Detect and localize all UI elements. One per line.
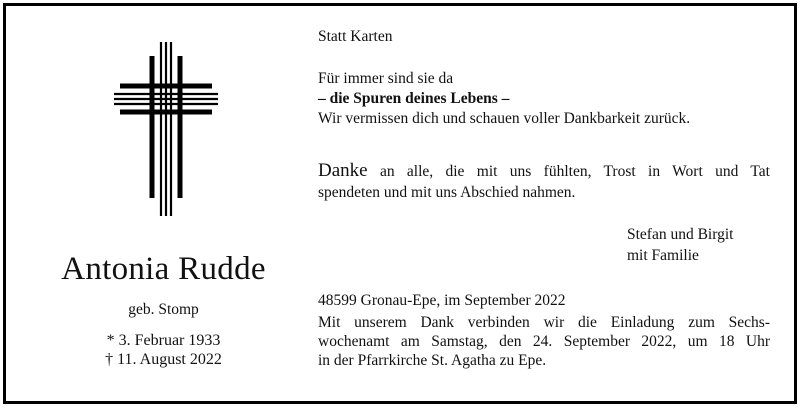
death-date: † 11. August 2022 (105, 351, 222, 368)
birth-date: * 3. Februar 1933 (106, 332, 221, 349)
danke-line-1-rest: an alle, die mit uns fühlten, Trost in Wort und Tat (367, 163, 770, 180)
verse-line-2: – die Spuren deines Lebens – (318, 90, 510, 107)
statt-karten: Statt Karten (318, 28, 393, 45)
signers-line-1: Stefan und Birgit (627, 226, 734, 243)
verse-line-3: Wir vermissen dich und schauen voller Dankbarkeit zurück. (318, 110, 691, 127)
danke-word: Danke (318, 160, 368, 181)
verse-line-1: Für immer sind sie da (318, 70, 454, 87)
obituary-notice (3, 3, 797, 404)
invitation-line-3: in der Pfarrkirche St. Agatha zu Epe. (318, 352, 547, 369)
cross-icon (114, 42, 218, 216)
danke-line-2: spendeten und mit uns Abschied nahmen. (318, 184, 576, 201)
place-date: 48599 Gronau-Epe, im September 2022 (318, 292, 566, 309)
signers-line-2: mit Familie (627, 247, 699, 264)
maiden-name: geb. Stomp (128, 301, 199, 318)
deceased-name: Antonia Rudde (61, 251, 266, 287)
invitation-line-1: Mit unserem Dank verbinden wir die Einladung zum Sechs- (318, 314, 770, 331)
invitation-line-2: wochenamt am Samstag, den 24. September 2022, um 18 Uhr (318, 333, 770, 350)
danke-line-1 (318, 161, 770, 181)
